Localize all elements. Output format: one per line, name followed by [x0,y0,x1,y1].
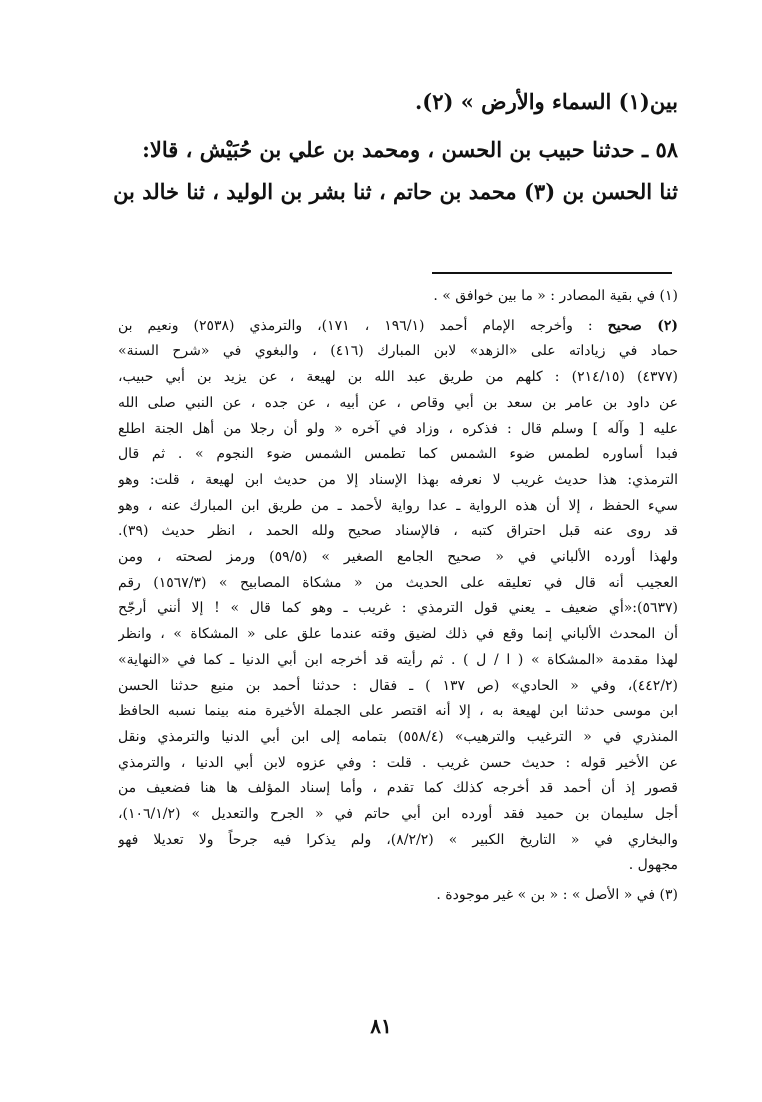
footnote-2-line-19: قصور إذ أن أحمد قد أخرجه كذلك كما تقدم ، وأما إسناد المؤلف ها هنا فضعيف من [118,780,678,797]
footnote-2-line-7: الترمذي: هذا حديث غريب لا نعرفه بهذا الإسناد إلا من حديث ابن لهيعة ، قلت: وهو [118,471,678,488]
footnote-2-line-9: قد روى عنه قبل احتراق كتبه ، فالإسناد صحيح ولله الحمد ، انظر حديث (٣٩). [118,523,678,540]
footnote-2-line-15: (٤٤٢/٢)، وفي « الحادي» (ص ١٣٧ ) ـ فقال : حدثنا أحمد بن منيع حدثنا الحسن [118,677,678,694]
footnote-2 [118,314,678,879]
footnote-2-line-5: عليه [ وآله ] وسلم قال : فذكره ، وزاد في آخره « ولو أن رجلا من أهل الجنة اطلع [118,420,678,437]
footnote-3-text: (٣) في « الأصل » : « بن » غير موجودة . [436,887,678,904]
footnote-2-line-12: (٥٦٣٧):«أي ضعيف ـ يعني قول الترمذي : غريب ـ وهو كما قال » ! إلا أنني أرجّح [118,600,678,617]
footnotes [118,284,678,913]
footnote-2-line-3: (٤٣٧٧) (٢١٤/١٥) : كلهم من طريق عبد الله بن لهيعة ، عن يزيد بن أبي حبيب، [118,369,678,386]
footnote-2-line-14: لهذا مقدمة «المشكاة » ( ا / ل ) . ثم رأيته قد أخرجه ابن أبي الدنيا ـ كما في «النهاية» [118,651,678,668]
footnote-2-line-1: : وأخرجه الإمام أحمد (١٩٦/١ ، ١٧١)، والترمذي (٢٥٣٨) ونعيم بن [118,317,593,334]
footnote-1 [118,284,678,310]
page-number: ٨١ [370,1014,392,1038]
main-text [113,86,678,218]
footnote-separator [432,272,672,274]
footnote-2-line-10: ولهذا أورده الألباني في « صحيح الجامع الصغير » (٥٩/٥) ورمز لصحته ، ومن [118,549,678,566]
footnote-2-line-4: عن داود بن عامر بن سعد بن أبي وقاص ، عن أبيه ، عن جده ، عن النبي صلى الله [118,394,678,411]
footnote-2-line-6: فبدا أساوره لطمس ضوء الشمس كما تطمس الشمس ضوء النجوم » . ثم قال [118,446,678,463]
footnote-2-line-22: مجهول . [628,857,678,874]
footnote-2-line-18: عن الأخير قوله : حديث حسن غريب . قلت : وفي عزوه لابن أبي الدنيا ، والترمذي [118,754,678,771]
main-line-3: ثنا الحسن بن (٣) محمد بن حاتم ، ثنا بشر بن الوليد ، ثنا خالد بن [113,179,678,204]
footnote-2-line-21: والبخاري في « التاريخ الكبير » (٨/٢/٢)، ولم يذكرا فيه جرحاً ولا تعديلا فهو [118,831,678,848]
footnote-2-label: (٢) صحيح [607,317,678,334]
main-line-1: بين(١) السماء والأرض » (٢). [414,89,678,114]
footnote-2-line-11: العجيب أنه قال في تعليقه على الحديث من « مشكاة المصابيح » (١٥٦٧/٣) رقم [118,574,678,591]
footnote-1-text: (١) في بقية المصادر : « ما بين خوافق » . [433,288,678,304]
main-line-2: ٥٨ ـ حدثنا حبيب بن الحسن ، ومحمد بن علي بن حُبَيْش ، قالا: [142,137,678,162]
footnote-2-line [118,314,678,340]
footnote-2-line-13: أن المحدث الألباني إنما وقع في ذلك لضيق وقته عندما علق على « المشكاة » ، وانظر [118,626,678,643]
footnote-2-line-8: سيء الحفظ ، إلا أن هذه الرواية ـ عدا رواية لأحمد ـ من طريق ابن المبارك عنه ، وهو [118,497,678,514]
footnote-2-line-17: المنذري في « الترغيب والترهيب» (٥٥٨/٤) بتمامه إلى ابن أبي الدنيا والترمذي ونقل [118,728,678,745]
footnote-3 [118,883,678,909]
footnote-2-line-16: ابن موسى حدثنا ابن لهيعة به ، إلا أنه اقتصر على الجملة الأخيرة منه بينما نسبه الحافظ [118,703,678,720]
footnote-2-line-2: حماد في زياداته على «الزهد» لابن المبارك (٤١٦) ، والبغوي في «شرح السنة» [118,343,678,360]
footnote-2-line-20: أجل سليمان بن حميد فقد أورده ابن أبي حاتم في « الجرح والتعديل » (١٠٦/١/٢)، [118,806,678,823]
